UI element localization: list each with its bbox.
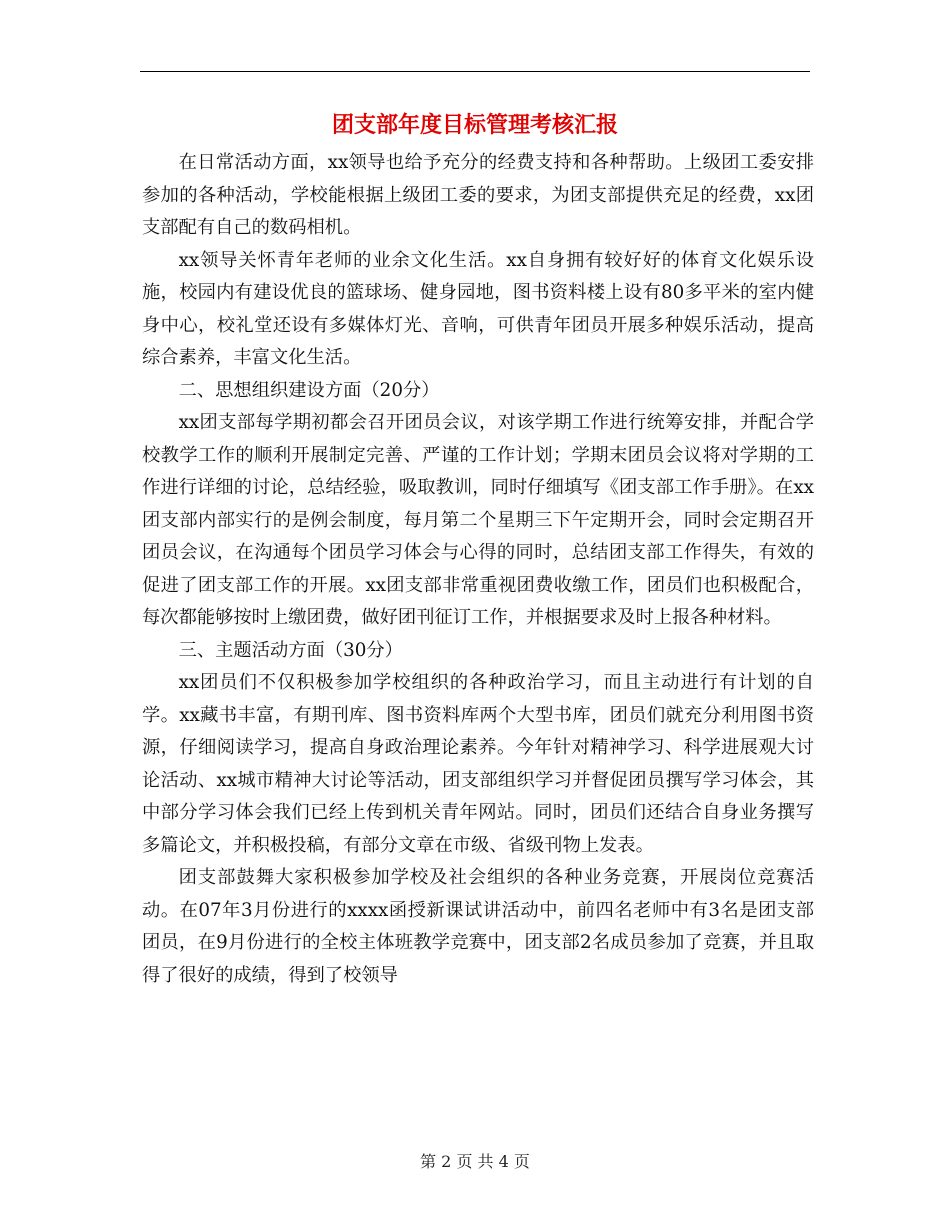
section-heading: 三、主题活动方面（30分） [178, 639, 403, 661]
document-body [142, 147, 814, 992]
paragraph: xx团支部每学期初都会召开团员会议，对该学期工作进行统筹安排，并配合学校教学工作的顺利开展制定完善、严谨的工作计划；学期末团员会议将对学期的工作进行详细的讨论，总结经验，吸取教训，同时仔细填写《团支部工作手册》。在xx团支部内部实行的是例会制度，每月第二个星期三下午定期开会，同时会定期召开团员会议，在沟通每个团员学习体会与心得的同时，总结团支部工作得失，有效的促进了团支部工作的开展。xx团支部非常重视团费收缴工作，团员们也积极配合，每次都能够按时上缴团费，做好团刊征订工作，并根据要求及时上报各种材料。 [142, 412, 814, 628]
paragraph: xx团员们不仅积极参加学校组织的各种政治学习，而且主动进行有计划的自学。xx藏书丰富，有期刊库、图书资料库两个大型书库，团员们就充分利用图书资源，仔细阅读学习，提高自身政治理论素养。今年针对精神学习、科学进展观大讨论活动、xx城市精神大讨论等活动，团支部组织学习并督促团员撰写学习体会，其中部分学习体会我们已经上传到机关青年网站。同时，团员们还结合自身业务撰写多篇论文，并积极投稿，有部分文章在市级、省级刊物上发表。 [142, 672, 814, 856]
paragraph: 团支部鼓舞大家积极参加学校及社会组织的各种业务竞赛，开展岗位竞赛活动。在07年3月份进行的xxxx函授新课试讲活动中，前四名老师中有3名是团支部团员，在9月份进行的全校主体班教学竞赛中，团支部2名成员参加了竞赛，并且取得了很好的成绩，得到了校领导 [142, 867, 814, 986]
paragraph: 在日常活动方面，xx领导也给予充分的经费支持和各种帮助。上级团工委安排参加的各种活动，学校能根据上级团工委的要求，为团支部提供充足的经费，xx团支部配有自己的数码相机。 [142, 152, 814, 238]
page-number: 第 2 页 共 4 页 [420, 1152, 530, 1171]
document-title: 团支部年度目标管理考核汇报 [331, 113, 618, 138]
section-heading: 二、思想组织建设方面（20分） [178, 379, 440, 401]
paragraph: xx领导关怀青年老师的业余文化生活。xx自身拥有较好好的体育文化娱乐设施，校园内有建设优良的篮球场、健身园地，图书资料楼上设有80多平米的室内健身中心，校礼堂还设有多媒体灯光、音响，可供青年团员开展多种娱乐活动，提高综合素养，丰富文化生活。 [142, 249, 814, 368]
header-rule [140, 71, 810, 72]
